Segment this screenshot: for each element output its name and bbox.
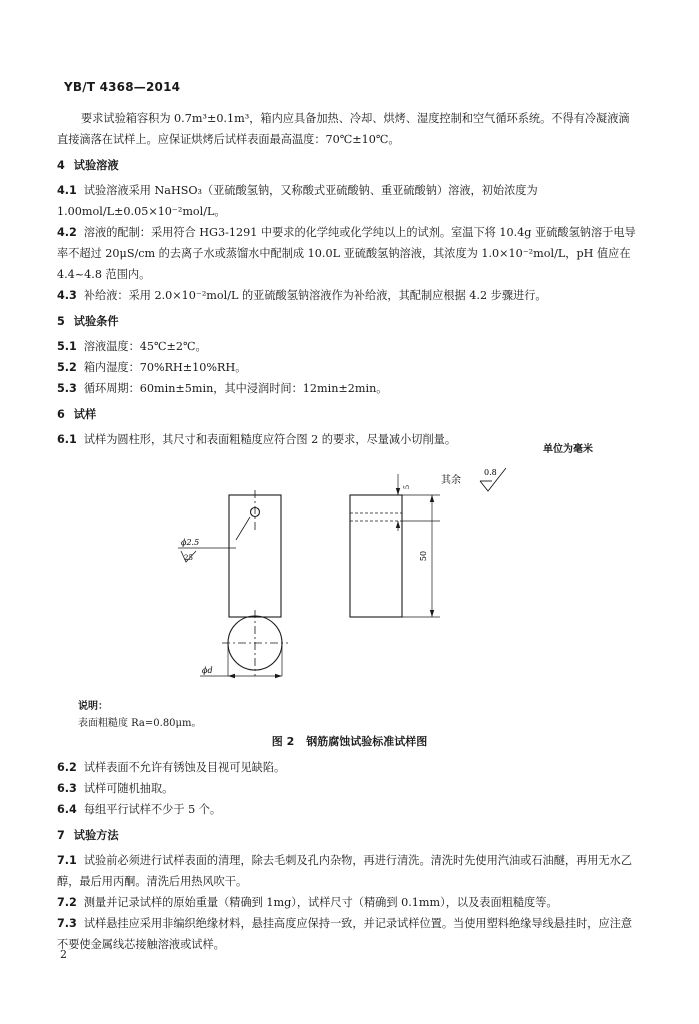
dimension-top-value: 5 [403,484,411,490]
clause-text: 补给液：采用 2.0×10⁻²mol/L 的亚硫酸氢钠溶液作为补给液，其配制应根据 4.2 步骤进行。 [83,289,547,302]
arrowhead-icon [396,488,400,495]
page-number: 2 [60,948,67,961]
clause-text: 试样为圆柱形，其尺寸和表面粗糙度应符合图 2 的要求，尽量减小切削量。 [83,433,457,446]
clause-number: 4.2 [57,226,77,239]
section-number: 7 [57,829,65,842]
section-title: 试验方法 [73,829,119,842]
clause-text: 试样悬挂应采用非编织绝缘材料，悬挂高度应保持一致，并记录试样位置。当使用塑料绝缘导线悬挂时，应注意不要使金属线芯接触溶液或试样。 [57,917,633,951]
section-number: 5 [57,315,65,328]
clause-text: 试验溶液采用 NaHSO₃（亚硫酸氢钠，又称酸式亚硫酸钠、重亚硫酸钠）溶液，初始浓度为 1.00mol/L±0.05×10⁻²mol/L。 [57,184,538,218]
clause-number: 4.3 [57,289,77,302]
clause-7-1 [57,850,637,892]
clause-number: 5.1 [57,340,77,353]
figure-note-title: 说明： [78,701,108,712]
arrowhead-icon [275,674,282,678]
figure-note-text: 表面粗糙度 Ra=0.80μm。 [78,718,202,729]
clause-6-4 [57,799,637,820]
hole-diameter-label: ϕ2.5 [181,538,200,547]
clause-7-2 [57,892,637,913]
remainder-roughness-value: 0.8 [484,468,497,477]
clause-number: 4.1 [57,184,77,197]
standard-number: YB/T 4368—2014 [64,80,181,94]
intro-paragraph: 要求试验箱容积为 0.7m³±0.1m³，箱内应具备加热、冷却、烘烤、湿度控制和空气循环系统。不得有冷凝液滴直接滴落在试样上。应保证烘烤后试样表面最高温度：70℃±10℃。 [57,112,630,146]
clause-text: 测量并记录试样的原始重量（精确到 1mg），试样尺寸（精确到 0.1mm），以及表面粗糙度等。 [83,896,558,909]
section-title: 试样 [73,408,97,421]
clause-text: 试样可随机抽取。 [83,782,174,795]
clause-number: 6.3 [57,782,77,795]
clause-text: 循环周期：60min±5min，其中浸润时间：12min±2min。 [83,382,388,395]
clause-text: 溶液的配制：采用符合 HG3-1291 中要求的化学纯或化学纯以上的试剂。室温下将 10.4g 亚硫酸氢钠溶于电导率不超过 20μS/cm 的去离子水或蒸馏水中配制成 10.0L 亚硫酸氢钠溶液，其浓度为 1.0×10⁻²mol/L，pH 值应在 4.4~4.8 范围内。 [57,226,636,281]
clause-text: 试样表面不允许有锈蚀及目视可见缺陷。 [83,761,286,774]
clause-7-3 [57,913,637,955]
clause-text: 试验前必须进行试样表面的清理，除去毛刺及孔内杂物，再进行清洗。清洗时先使用汽油或石油醚，再用无水乙醇，最后用丙酮。清洗后用热风吹干。 [57,854,633,888]
dimension-diameter-value: ϕd [202,666,213,675]
arrowhead-icon [228,674,235,678]
section-title: 试验溶液 [73,159,119,172]
unit-note: 单位为毫米 [543,444,593,455]
clause-6-2 [57,757,637,778]
hole-leader [236,517,250,540]
section-number: 6 [57,408,65,421]
section-number: 4 [57,159,65,172]
clause-number: 7.3 [57,917,77,930]
clause-number: 5.3 [57,382,77,395]
figure-caption-title: 钢筋腐蚀试验标准试样图 [306,735,428,748]
text-block-lower [57,757,637,955]
clause-text: 箱内湿度：70%RH±10%RH。 [83,361,247,374]
clause-number: 6.2 [57,761,77,774]
section-7-heading [57,825,637,846]
remainder-label: 其余 [441,475,461,486]
clause-number: 6.1 [57,433,77,446]
figure-caption [0,733,699,749]
arrowhead-icon [430,610,434,617]
clause-number: 6.4 [57,803,77,816]
figure-caption-number: 图 2 [271,735,295,748]
arrowhead-icon [430,495,434,502]
clause-6-3 [57,778,637,799]
arrowhead-icon [396,521,400,528]
clause-number: 5.2 [57,361,77,374]
clause-text: 每组平行试样不少于 5 个。 [83,803,222,816]
hole-roughness-value: 25 [184,554,193,562]
clause-text: 溶液温度：45℃±2℃。 [83,340,207,353]
clause-number: 7.2 [57,896,77,909]
dimension-height-value: 50 [419,550,428,562]
clause-number: 7.1 [57,854,77,867]
section-title: 试验条件 [73,315,119,328]
